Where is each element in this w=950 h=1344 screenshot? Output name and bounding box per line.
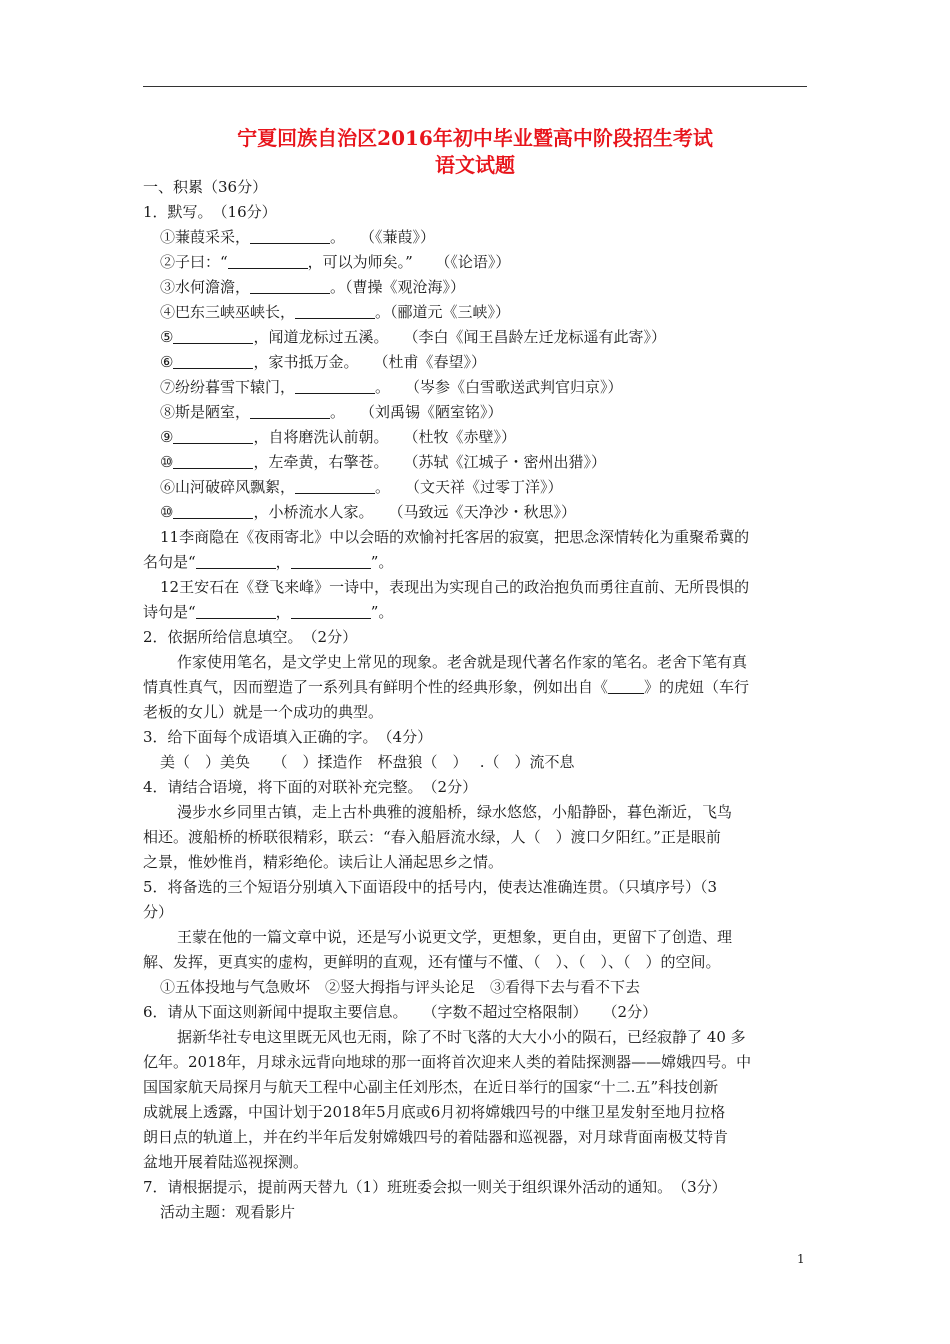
q1-item: ⑥山河破碎风飘絮， 。 （文天祥《过零丁洋》） xyxy=(160,478,563,496)
q1-item: ②子曰：“ ，可以为师矣。” （《论语》） xyxy=(160,253,511,271)
answer-blank[interactable] xyxy=(173,453,253,469)
q4-heading: 4．请结合语境，将下面的对联补充完整。 （2分） xyxy=(143,778,478,796)
answer-blank[interactable] xyxy=(173,503,253,519)
q2-text: 作家使用笔名，是文学史上常见的现象。老舍就是现代著名作家的笔名。老舍下笔有真 xyxy=(177,653,748,671)
q6-news: 朗日点的轨道上，并在约半年后发射嫦娥四号的着陆器和巡视器，对月球背面南极艾特肯 xyxy=(143,1128,729,1146)
q5-heading: 5．将备选的三个短语分别填入下面语段中的括号内，使表达准确连贯。（只填序号）（3 xyxy=(143,878,718,896)
q6-news: 盆地开展着陆巡视探测。 xyxy=(143,1153,309,1171)
q2-text: 情真性真气，因而塑造了一系列具有鲜明个性的经典形象，例如出自《 》的虎妞（车行 xyxy=(143,678,750,696)
q1-item: ③水何澹澹， 。（曹操《观沧海》） xyxy=(160,278,466,296)
q6-news: 据新华社专电这里既无风也无雨，除了不时飞落的大大小小的陨石，已经寂静了 40 多 xyxy=(177,1028,746,1046)
answer-blank[interactable] xyxy=(196,603,276,619)
q3-heading: 3．给下面每个成语填入正确的字。 （4分） xyxy=(143,728,433,746)
q2-heading: 2．依据所给信息填空。 （2分） xyxy=(143,628,358,646)
q12-text: 12王安石在《登飞来峰》一诗中，表现出为实现自己的政治抱负而勇往直前、无所畏惧的 xyxy=(160,578,750,596)
answer-blank[interactable] xyxy=(228,253,308,269)
answer-blank[interactable] xyxy=(250,403,330,419)
answer-blank[interactable] xyxy=(173,328,253,344)
q2-text: 老板的女儿）就是一个成功的典型。 xyxy=(143,703,384,721)
q4-text: 漫步水乡同里古镇，走上古朴典雅的渡船桥，绿水悠悠，小船静卧，暮色渐近，飞鸟 xyxy=(177,803,733,821)
q7-activity-theme: 活动主题：观看影片 xyxy=(160,1203,296,1221)
q3-idioms: 美（ ）美奂 （ ）揉造作 杯盘狼（ ） .（ ）流不息 xyxy=(160,753,575,771)
q4-text: 之景，惟妙惟肖，精彩绝伦。读后让人涌起思乡之情。 xyxy=(143,853,504,871)
q1-item: ⑨ ，自将磨洗认前朝。 （杜牧《赤壁》） xyxy=(160,428,516,446)
q4-text: 相还。渡船桥的桥联很精彩，联云：“春入船唇流水绿，人（ ）渡口夕阳红。”正是眼前 xyxy=(143,828,721,846)
q1-item: ⑥ ，家书抵万金。 （杜甫《春望》） xyxy=(160,353,486,371)
q1-item: ⑩ ，左牵黄，右擎苍。 （苏轼《江城子・密州出猎》） xyxy=(160,453,606,471)
answer-blank[interactable] xyxy=(291,603,371,619)
answer-blank[interactable] xyxy=(295,378,375,394)
q11-answer-line: 名句是“ ， ”。 xyxy=(143,553,394,571)
answer-blank[interactable] xyxy=(291,553,371,569)
q6-heading: 6．请从下面这则新闻中提取主要信息。 （字数不超过空格限制） （2分） xyxy=(143,1003,658,1021)
answer-blank[interactable] xyxy=(173,428,253,444)
q6-news: 亿年。2018年，月球永远背向地球的那一面将首次迎来人类的着陆探测器——嫦娥四号。中 xyxy=(143,1053,752,1071)
q1-item: ⑧斯是陋室， 。 （刘禹锡《陋室铭》） xyxy=(160,403,503,421)
q6-news: 成就展上透露，中国计划于2018年5月底或6月初将嫦娥四号的中继卫星发射至地月拉格 xyxy=(143,1103,726,1121)
header-rule xyxy=(143,86,807,87)
answer-blank[interactable] xyxy=(295,303,375,319)
q5-text: 解、发挥，更真实的虚构，更鲜明的直观，还有懂与不懂、（ ）、（ ）、（ ）的空间。 xyxy=(143,953,721,971)
q5-text: 王蒙在他的一篇文章中说，还是写小说更文学，更想象，更自由，更留下了创造、理 xyxy=(177,928,733,946)
answer-blank[interactable] xyxy=(173,353,253,369)
q7-heading: 7．请根据提示，提前两天替九（1）班班委会拟一则关于组织课外活动的通知。 （3分） xyxy=(143,1178,727,1196)
exam-title: 宁夏回族自治区2016年初中毕业暨高中阶段招生考试 xyxy=(237,126,713,150)
q5-options: ①五体投地与气急败坏 ②竖大拇指与评头论足 ③看得下去与看不下去 xyxy=(160,978,641,996)
answer-blank[interactable] xyxy=(250,228,330,244)
exam-subtitle: 语文试题 xyxy=(435,153,515,177)
q6-news: 国国家航天局探月与航天工程中心副主任刘彤杰，在近日举行的国家“十二.五”科技创新 xyxy=(143,1078,719,1096)
q1-item: ④巴东三峡巫峡长， 。（郦道元《三峡》） xyxy=(160,303,511,321)
answer-blank[interactable] xyxy=(608,678,644,694)
answer-blank[interactable] xyxy=(196,553,276,569)
q12-answer-line: 诗句是“ ， ”。 xyxy=(143,603,394,621)
q1-heading: 1．默写。 （16分） xyxy=(143,203,277,221)
q1-item: ⑩ ，小桥流水人家。 （马致远《天净沙・秋思》） xyxy=(160,503,576,521)
q11-text: 11李商隐在《夜雨寄北》中以会晤的欢愉衬托客居的寂寞，把思念深情转化为重聚希冀的 xyxy=(160,528,750,546)
q1-item: ⑤ ，闻道龙标过五溪。 （李白《闻王昌龄左迁龙标遥有此寄》） xyxy=(160,328,666,346)
section-heading: 一、积累（36分） xyxy=(143,178,268,196)
q1-item: ⑦纷纷暮雪下辕门， 。 （岑参《白雪歌送武判官归京》） xyxy=(160,378,623,396)
page-number: 1 xyxy=(797,1252,805,1266)
q5-heading-cont: 分） xyxy=(143,903,174,921)
answer-blank[interactable] xyxy=(295,478,375,494)
answer-blank[interactable] xyxy=(250,278,330,294)
q1-item: ①蒹葭采采， 。 （《蒹葭》） xyxy=(160,228,436,246)
